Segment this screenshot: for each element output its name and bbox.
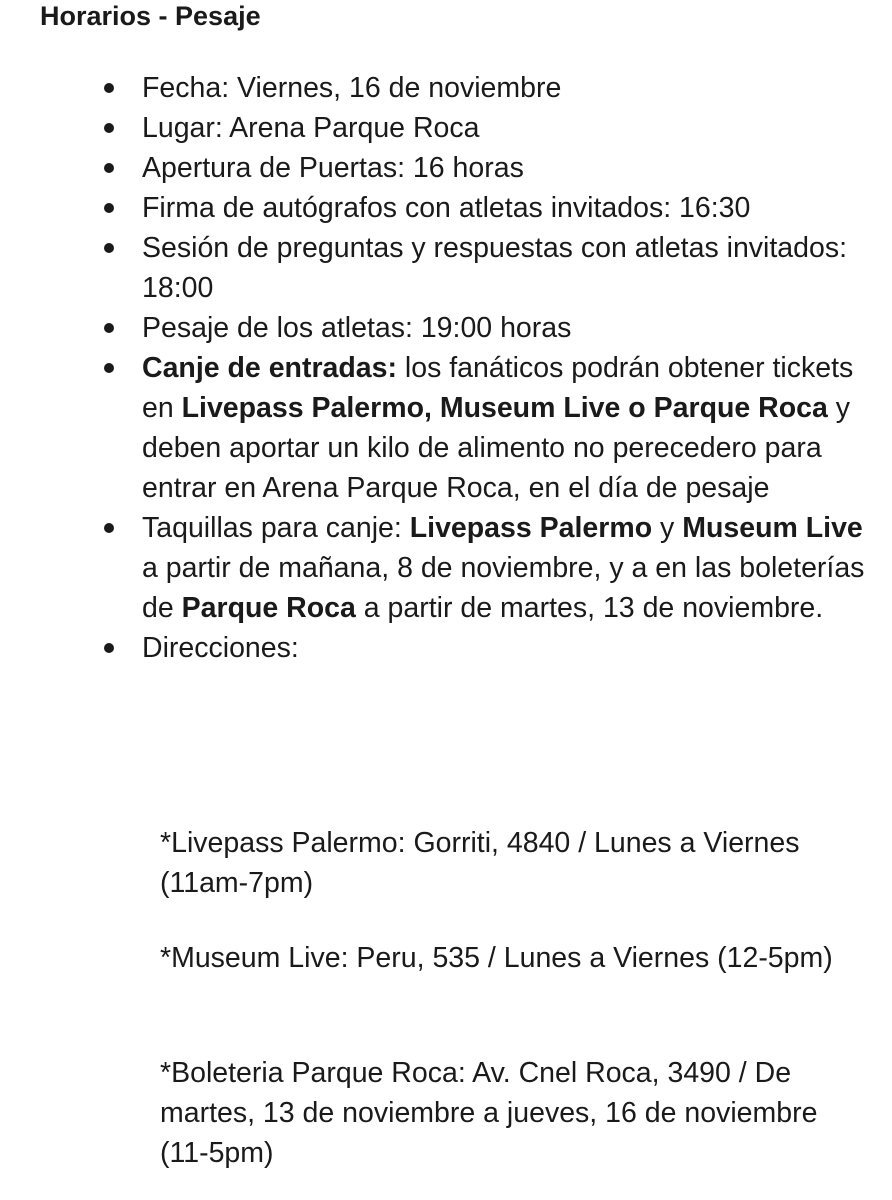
- bullet-icon: [104, 123, 114, 133]
- item-text: Taquillas para canje:: [142, 512, 410, 544]
- bullet-icon: [104, 163, 114, 173]
- item-text: a partir de mañana, 8 de noviembre, y a en las boleterías de: [142, 552, 865, 624]
- item-label: Canje de entradas:: [142, 352, 397, 384]
- bullet-icon: [104, 83, 114, 93]
- section-title: Horarios - Pesaje: [40, 1, 261, 31]
- list-item-firma: [100, 188, 880, 228]
- bullet-icon: [104, 323, 114, 333]
- list-item-apertura: [100, 148, 880, 188]
- list-item-lugar: [100, 108, 880, 148]
- bullet-icon: [104, 523, 114, 533]
- bullet-icon: [104, 643, 114, 653]
- address-parque-roca: *Boleteria Parque Roca: Av. Cnel Roca, 3490 / De martes, 13 de noviembre a jueves, 16 de noviembre (11-5pm): [160, 1057, 818, 1169]
- item-text: y deben aportar un kilo de alimento no perecedero para entrar en Arena Parque Roca, en el día de pesaje: [142, 392, 851, 504]
- item-bold-text: Parque Roca: [181, 592, 356, 624]
- list-item-direcciones: [100, 628, 880, 668]
- item-text: Apertura de Puertas: 16 horas: [142, 152, 524, 184]
- item-text: Firma de autógrafos con atletas invitados: 16:30: [142, 192, 751, 224]
- item-text: Direcciones:: [142, 632, 299, 664]
- item-bold-text: Livepass Palermo, Museum Live o Parque Roca: [181, 392, 828, 424]
- list-item-taquillas: [100, 508, 880, 628]
- item-text: Sesión de preguntas y respuestas con atletas invitados: 18:00: [142, 232, 848, 304]
- bullet-icon: [104, 243, 114, 253]
- address-livepass: *Livepass Palermo: Gorriti, 4840 / Lunes a Viernes (11am-7pm): [160, 827, 800, 899]
- list-item-sesion: [100, 228, 880, 308]
- item-bold-text: Museum Live: [682, 512, 863, 544]
- list-item-canje: [100, 348, 880, 508]
- item-text: Fecha: Viernes, 16 de noviembre: [142, 72, 562, 104]
- bullet-icon: [104, 203, 114, 213]
- item-text: Lugar: Arena Parque Roca: [142, 112, 480, 144]
- bullet-icon: [104, 363, 114, 373]
- item-text: los fanáticos podrán obtener tickets en: [142, 352, 854, 424]
- item-bold-text: Livepass Palermo: [409, 512, 653, 544]
- item-text: Pesaje de los atletas: 19:00 horas: [142, 312, 572, 344]
- item-text: y: [652, 512, 683, 544]
- list-item-pesaje: [100, 308, 880, 348]
- item-text: a partir de martes, 13 de noviembre.: [355, 592, 824, 624]
- address-museum-live: *Museum Live: Peru, 535 / Lunes a Viernes (12-5pm): [160, 942, 833, 974]
- schedule-list: [100, 68, 880, 668]
- list-item-fecha: [100, 68, 880, 108]
